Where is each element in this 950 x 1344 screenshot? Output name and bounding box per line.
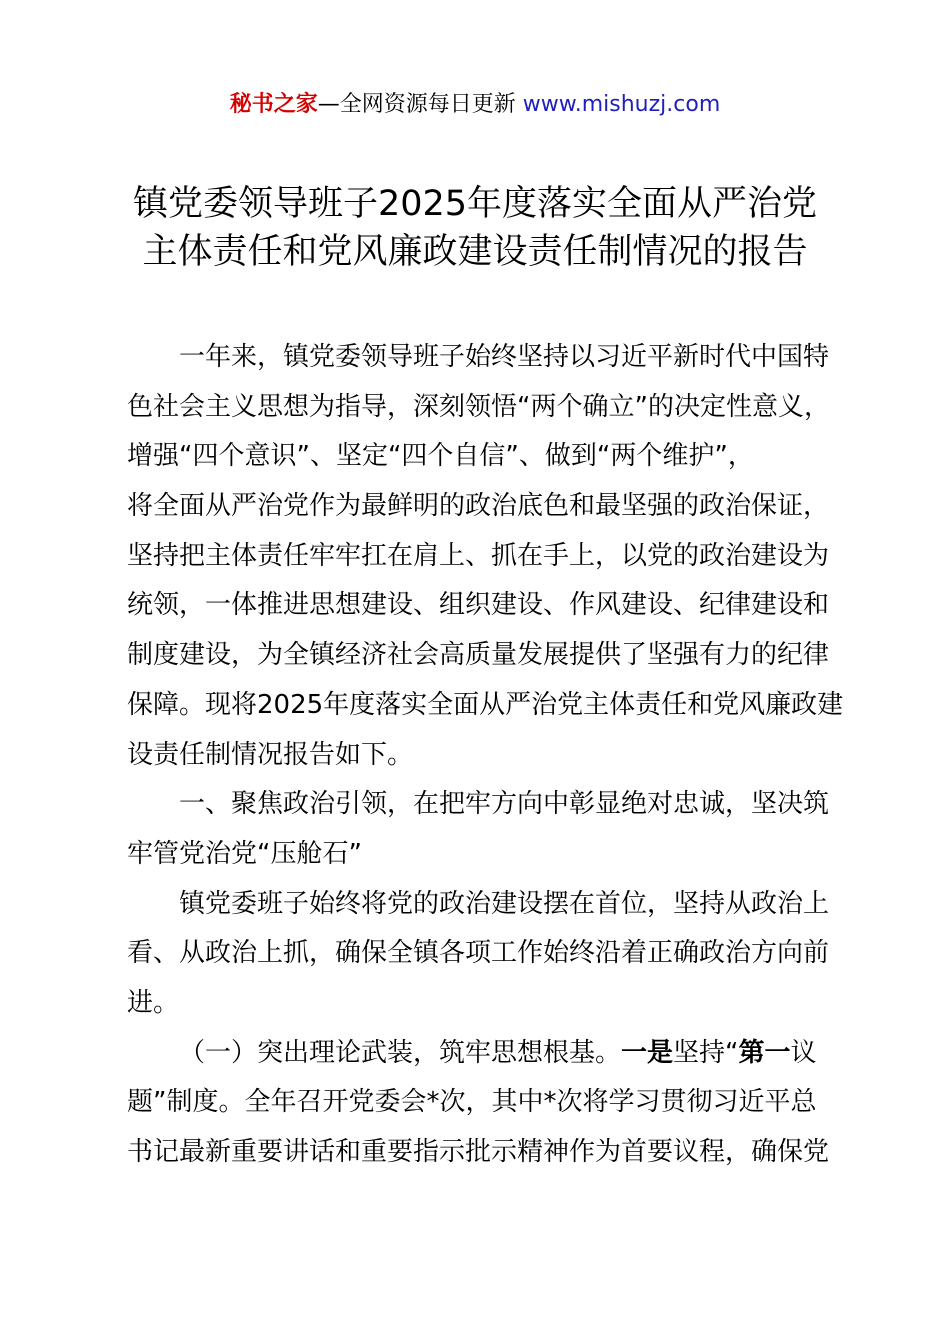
header-tagline: —全网资源每日更新 <box>317 92 523 117</box>
title-line-2: 主体责任和党风廉政建设责任制情况的报告 <box>142 232 808 272</box>
document-body <box>127 333 844 1178</box>
paragraph-line: 题”制度。全年召开党委会*次，其中*次将学习贯彻习近平总 <box>127 1087 817 1118</box>
paragraph-line: 镇党委班子始终将党的政治建设摆在首位，坚持从政治上 <box>179 888 830 919</box>
paragraph-line: 将全面从严治党作为最鲜明的政治底色和最坚强的政治保证， <box>127 491 830 522</box>
paragraph-text: 议 <box>790 1037 817 1068</box>
site-url-link[interactable]: www.mishuzj.com <box>522 92 721 117</box>
paragraph-line: 制度建设，为全镇经济社会高质量发展提供了坚强有力的纪律 <box>127 640 830 671</box>
paragraph-line: 进。 <box>127 987 180 1018</box>
section-heading-line: 一、聚焦政治引领，在把牢方向中彰显绝对忠诚，坚决筑 <box>179 789 830 820</box>
document-title <box>0 180 950 276</box>
site-header <box>0 88 950 122</box>
paragraph-line: 增强“四个意识”、坚定“四个自信”、做到“两个维护”， <box>127 441 754 472</box>
paragraph-line: 坚持把主体责任牢牢扛在肩上、抓在手上，以党的政治建设为 <box>127 540 830 571</box>
paragraph-line: 统领，一体推进思想建设、组织建设、作风建设、纪律建设和 <box>127 590 830 621</box>
paragraph-text: 坚持“ <box>673 1037 739 1068</box>
bold-marker: 第一 <box>738 1037 791 1068</box>
paragraph-line: 保障。现将2025年度落实全面从严治党主体责任和党风廉政建 <box>127 689 844 720</box>
paragraph-line: 色社会主义思想为指导，深刻领悟“两个确立”的决定性意义， <box>127 391 830 422</box>
paragraph-line: 书记最新重要讲话和重要指示批示精神作为首要议程，确保党 <box>127 1137 830 1167</box>
bold-marker: 一是 <box>621 1037 674 1068</box>
section-heading-line: 牢管党治党“压舱石” <box>127 838 362 869</box>
paragraph-line: 设责任制情况报告如下。 <box>127 739 414 770</box>
paragraph-line: 看、从政治上抓，确保全镇各项工作始终沿着正确政治方向前 <box>127 938 830 969</box>
brand-name: 秘书之家 <box>229 92 318 117</box>
title-line-1: 镇党委领导班子2025年度落实全面从严治党 <box>132 184 818 224</box>
paragraph-line <box>127 1029 827 1079</box>
subsection-heading: （一）突出理论武装，筑牢思想根基。 <box>179 1037 622 1068</box>
paragraph-line: 一年来，镇党委领导班子始终坚持以习近平新时代中国特 <box>179 342 830 372</box>
